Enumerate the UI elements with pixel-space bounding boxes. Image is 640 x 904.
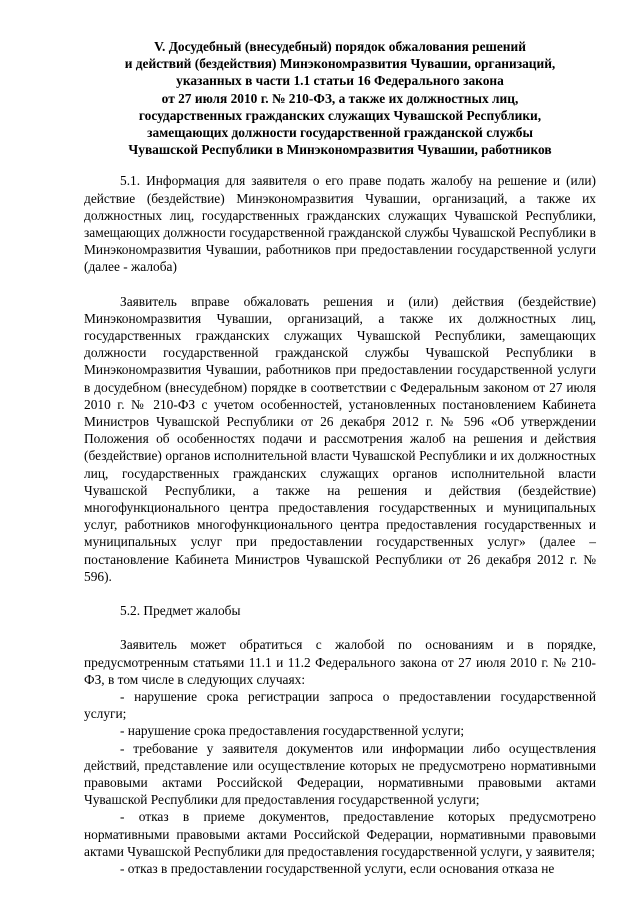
section-title-line-1: V. Досудебный (внесудебный) порядок обжалования решений xyxy=(154,39,526,54)
paragraph-gap xyxy=(84,585,596,602)
paragraph-appeal-right: Заявитель вправе обжаловать решения и (или) действия (бездействие) Минэкономразвития Чувашии, организаций, а также их должностных лиц, государственных гражданских служащих Чувашской Республики, замещающих должности государственной гражданской службы Чувашской Республики в Минэкономразвития Чувашии, работников при предоставлении государственной услуги в досудебном (внесудебном) порядке в соответствии с Федеральным законом от 27 июля 2010 г. № 210-ФЗ с учетом особенностей, установленных постановлением Кабинета Министров Чувашской Республики от 26 декабря 2012 г. № 596 «Об утверждении Положения об особенностях подачи и рассмотрения жалоб на решения и действия (бездействие) органов исполнительной власти Чувашской Республики и их должностных лиц, государственных гражданских служащих органов исполнительной власти Чувашской Республики, а также на решения и действия (бездействие) многофункционального центра предоставления государственных и муниципальных услуг, работников многофункционального центра предоставления государственных и муниципальных услуг при предоставлении государственных услуг» (далее – постановление Кабинета Министров Чувашской Республики от 26 декабря 2012 г. № 596). xyxy=(84,293,596,584)
list-item-case-5: - отказ в предоставлении государственной услуги, если основания отказа не xyxy=(120,860,555,876)
paragraph-5-2-heading: 5.2. Предмет жалобы xyxy=(120,603,241,619)
paragraph-cases-intro: Заявитель может обратиться с жалобой по основаниям и в порядке, предусмотренным статьями 11.1 и 11.2 Федерального закона от 27 июля 2010 г. № 210-ФЗ, в том числе в следующих случаях: xyxy=(84,637,596,687)
list-item-case-2: - нарушение срока предоставления государственной услуги; xyxy=(120,723,465,739)
paragraph-gap xyxy=(84,276,596,293)
paragraph-5-1: 5.1. Информация для заявителя о его праве подать жалобу на решение и (или) действие (бездействие) Минэкономразвития Чувашии, организаций, а также их должностных лиц, государственных гражданских служащих Чувашской Республики, замещающих должности государственной гражданской службы Чувашской Республики в Минэкономразвития Чувашии, работников при предоставлении государственной услуги (далее - жалоба) xyxy=(84,173,596,275)
section-title-line-2: и действий (бездействия) Минэкономразвития Чувашии, организаций, xyxy=(124,56,556,72)
section-title-line-3: указанных в части 1.1 статьи 16 Федерального закона xyxy=(176,73,504,89)
section-title-line-5: государственных гражданских служащих Чувашской Республики, xyxy=(138,107,542,123)
list-item-case-1: - нарушение срока регистрации запроса о предоставлении государственной услуги; xyxy=(84,688,596,722)
paragraph-gap xyxy=(84,619,596,636)
list-item-case-3: - требование у заявителя документов или информации либо осуществления действий, представление или осуществление которых не предусмотрено нормативными правовыми актами Российской Федерации, нормативными правовыми актами Чувашской Республики для предоставления государственной услуги; xyxy=(84,740,596,808)
document-page xyxy=(84,38,596,877)
section-title xyxy=(84,38,596,158)
list-item-case-4: - отказ в приеме документов, предоставление которых предусмотрено нормативными правовыми актами Российской Федерации, нормативными правовыми актами Чувашской Республики для предоставления государственной услуги, у заявителя; xyxy=(84,809,596,859)
section-title-line-4: от 27 июля 2010 г. № 210-ФЗ, а также их должностных лиц, xyxy=(161,90,519,106)
section-title-line-7: Чувашской Республики в Минэкономразвития Чувашии, работников xyxy=(128,142,552,158)
section-title-line-6: замещающих должности государственной гражданской службы xyxy=(147,125,533,141)
